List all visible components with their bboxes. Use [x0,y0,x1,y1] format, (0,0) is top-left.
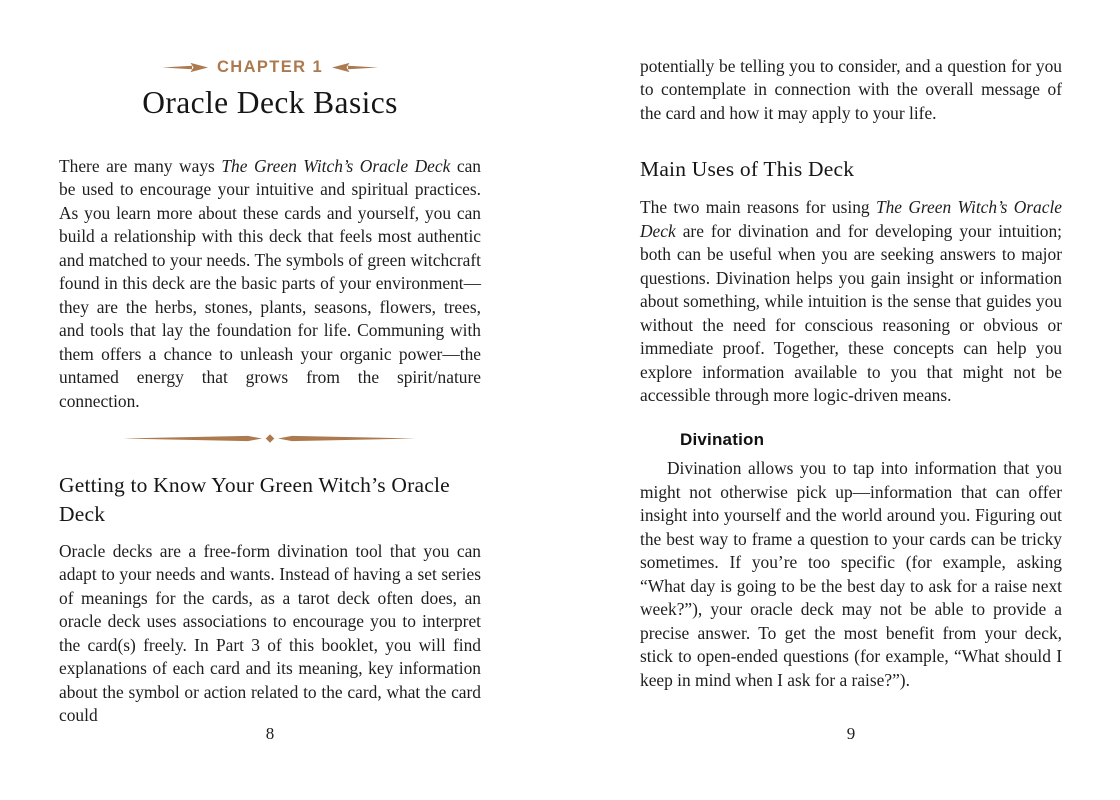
deck-title-italic: The Green Witch’s Oracle Deck [640,197,1063,241]
chapter-label: CHAPTER 1 [216,58,324,76]
main-uses-text-post: are for divination and for developing your intuition; both can be useful when you are seeking answers to major questions. Divination helps you gain insight or information about something, while intuition is the sense that guides you without the need for conscious reasoning or obvious or immediate proof. Together, these concepts can help you explore information available to you that might not be accessible through more logic-driven means. [640,220,1062,405]
intro-paragraph [59,155,481,413]
page-number-right: 9 [846,724,856,743]
page-left [59,0,481,800]
chapter-heading [59,58,481,77]
section-divider [59,432,481,445]
deck-title-italic: The Green Witch’s Oracle Deck [221,156,451,176]
ornament-divider-icon [124,432,416,445]
chapter-title: Oracle Deck Basics [142,85,398,120]
section-paragraph: Oracle decks are a free-form divination tool that you can adapt to your needs and wants. Instead of having a set series of meanings for the cards, as a tarot deck often does, an oracle deck uses associations to encourage you to interpret the card(s) freely. In Part 3 of this booklet, you will find explanations of each card and its meaning, key information about the symbol or action related to the card, what the card could [59,540,481,726]
main-uses-paragraph [640,196,1062,407]
main-uses-text-pre: The two main reasons for using [640,197,876,218]
section-heading-getting-to-know: Getting to Know Your Green Witch’s Oracle Deck [59,472,450,526]
chapter-arrow-left-icon [332,61,378,74]
page-number-left: 8 [265,724,275,743]
subsection-heading-divination: Divination [680,430,765,450]
continuation-paragraph: potentially be telling you to consider, and a question for you to contemplate in connection with the overall message of the card and how it may apply to your life. [640,56,1062,123]
intro-text-pre: There are many ways [59,156,222,176]
divination-paragraph: Divination allows you to tap into information that you might not otherwise pick up—information that can offer insight into yourself and the world around you. Figuring out the best way to frame a question to your cards can be tricky sometimes. If you’re too specific (for example, asking “What day is going to be the best day to ask for a raise next week?”), your oracle deck may not be able to provide a precise answer. To get the most benefit from your deck, stick to open-ended questions (for example, “What should I keep in mind when I ask for a raise?”). [640,458,1062,690]
section-heading-main-uses: Main Uses of This Deck [640,157,855,182]
chapter-arrow-right-icon [162,61,208,74]
intro-text-post: can be used to encourage your intuitive and spiritual practices. As you learn more about these cards and yourself, you can build a relationship with this deck that feels most authentic and matched to your needs. The symbols of green witchcraft found in this deck are the basic parts of your environment—they are the herbs, stones, plants, seasons, flowers, trees, and tools that lay the foundation for life. Communing with them offers a chance to unleash your organic power—the untamed energy that grows from the spirit/nature connection. [59,156,482,411]
page-right [640,0,1062,800]
